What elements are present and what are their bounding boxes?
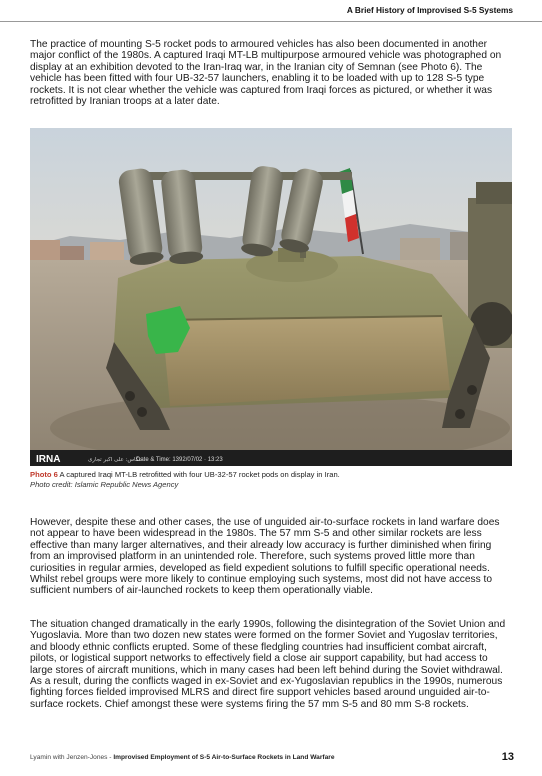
photographer-credit-persian: عکاس: علی اکبر تجاری xyxy=(88,457,143,463)
caption-line xyxy=(30,470,512,480)
photo-6 xyxy=(30,128,512,466)
irna-logo: IRNA xyxy=(36,454,61,465)
footer-report-title: Improvised Employment of S-5 Air-to-Surface Rockets in Land Warfare xyxy=(113,754,335,761)
photo-credit: Photo credit: Islamic Republic News Agency xyxy=(30,480,179,490)
page-number: 13 xyxy=(501,751,514,763)
caption-text: A captured Iraqi MT-LB retrofitted with four UB-32-57 rocket pods on display in Iran. xyxy=(57,470,340,479)
body-paragraph-2: However, despite these and other cases, the use of unguided air-to-surface rockets in land warfare does not appear to have been widespread in the 1980s. The 57 mm S-5 and other similar rockets are less effective than many larger alternatives, and their already low accuracy is further diminished when firing from an improvised platform in an unintended role. Therefore, such systems proved little more than curiosities in regular armies, developed as field expedient solutions to fulfill specific operational needs. Whilst rebel groups were more likely to continue employing such systems, most did not have access to sufficient numbers of air-launched rockets to keep them operationally viable. xyxy=(30,517,500,597)
body-paragraph-3: The situation changed dramatically in the early 1990s, following the disintegration of the Soviet Union and Yugoslavia. More than two dozen new states were formed on the former Soviet and Yugoslav territories, and bloody ethnic conflicts erupted. Some of these fledgling countries had insufficient combat aircraft, pilots, or logistical support networks to effectively field a close air support capability, but had access to large stores of aircraft munitions, which in many cases had been left behind during the Soviet withdrawal. As a result, during the conflicts waged in ex-Soviet and ex-Yugoslavian republics in the 1990s, numerous fighting forces fielded improvised MLRS and direct fire support vehicles based around unguided air-to-surface rockets. Chief amongst these were systems firing the 57 mm S-5 and 80 mm S-8 rockets. xyxy=(30,619,506,710)
running-title: A Brief History of Improvised S-5 Systems xyxy=(346,5,513,15)
body-paragraph-1: The practice of mounting S-5 rocket pods to armoured vehicles has also been documented in another major conflict of the 1980s. A captured Iraqi MT-LB multipurpose armoured vehicle was photographed on display at an exhibition devoted to the Iran-Iraq war, in the Iranian city of Semnan (see Photo 6). The vehicle has been fitted with four UB-32-57 launchers, enabling it to be loaded with up to 128 S-5 type rockets. It is not clear whether the vehicle was captured from Iraqi forces as pictured, or whether it was retrofitted by Iranian troops at a later date. xyxy=(30,39,502,108)
caption-label: Photo 6 xyxy=(30,470,58,479)
page-footer xyxy=(30,751,512,767)
footer-authors: Lyamin with Jenzen-Jones - xyxy=(30,754,114,761)
photo-timestamp: Date & Time: 1392/07/02 · 13:23 xyxy=(136,457,223,463)
footer-citation xyxy=(30,754,335,761)
photo-caption xyxy=(30,470,512,491)
running-header xyxy=(0,0,542,22)
